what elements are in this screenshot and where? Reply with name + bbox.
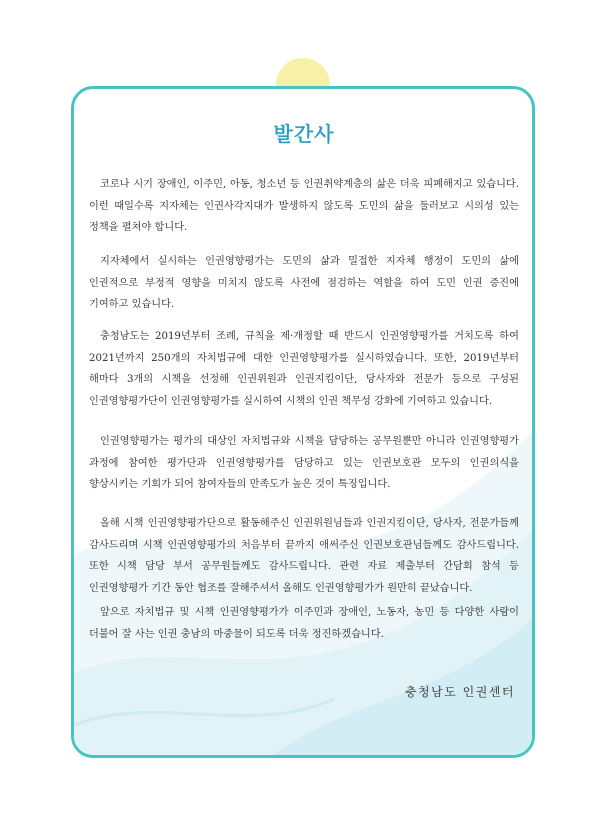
page-title: 발간사 bbox=[273, 122, 335, 146]
paragraph-covid-vulnerable-groups: 코로나 시기 장애인, 이주민, 아동, 청소년 등 인권취약계층의 삶은 더욱 피폐해지고 있습니다. 이런 때일수록 지자체는 인권사각지대가 발생하지 않도록 도민의 삶을 둘러보고 시의성 있는 정책을 펼쳐야 합니다. bbox=[89, 179, 519, 233]
signature: 충청남도 인권센터 bbox=[404, 685, 515, 699]
preface-frame bbox=[71, 86, 535, 758]
paragraph-impact-assessment-role: 지자체에서 실시하는 인권영향평가는 도민의 삶과 밀접한 지자체 행정이 도민의 삶에 인권적으로 부정적 영향을 미치지 않도록 사전에 점검하는 역할을 하여 도민 인권 증진에 기여하고 있습니다. bbox=[89, 256, 519, 310]
paragraph-chungnam-history: 충청남도는 2019년부터 조례, 규칙을 제·개정할 때 반드시 인권영향평가를 거치도록 하여 2021년까지 250개의 자치법규에 대한 인권영향평가를 실시하였습니다. 또한, 2019년부터 해마다 3개의 시책을 선정해 인권위원과 인권지킴이단, 당사자와 전문가 등으로 구성된 인권영향평가단이 인권영향평가를 실시하여 시책의 인권 책무성 강화에 기여하고 있습니다. bbox=[89, 331, 519, 407]
paragraph-participant-awareness: 인권영향평가는 평가의 대상인 자치법규와 시책을 담당하는 공무원뿐만 아니라 인권영향평가 과정에 참여한 평가단과 인권영향평가를 담당하고 있는 인권보호관 모두의 인권의식을 향상시키는 기회가 되어 참여자들의 만족도가 높은 것이 특징입니다. bbox=[89, 436, 519, 490]
paragraph-future-commitment: 앞으로 자치법규 및 시책 인권영향평가가 이주민과 장애인, 노동자, 농민 등 다양한 사람이 더불어 잘 사는 인권 충남의 마중물이 되도록 더욱 정진하겠습니다. bbox=[89, 607, 519, 640]
paragraph-acknowledgements: 올해 시책 인권영향평가단으로 활동해주신 인권위원님들과 인권지킴이단, 당사자, 전문가들께 감사드리며 시책 인권영향평가의 처음부터 끝까지 애써주신 인권보호관님들께도 감사드립니다. 또한 시책 담당 부서 공무원들께도 감사드립니다. 관련 자료 제출부터 간담회 참석 등 인권영향평가 기간 동안 협조를 잘해주셔서 올해도 인권영향평가가 원만히 끝났습니다. bbox=[89, 518, 519, 594]
